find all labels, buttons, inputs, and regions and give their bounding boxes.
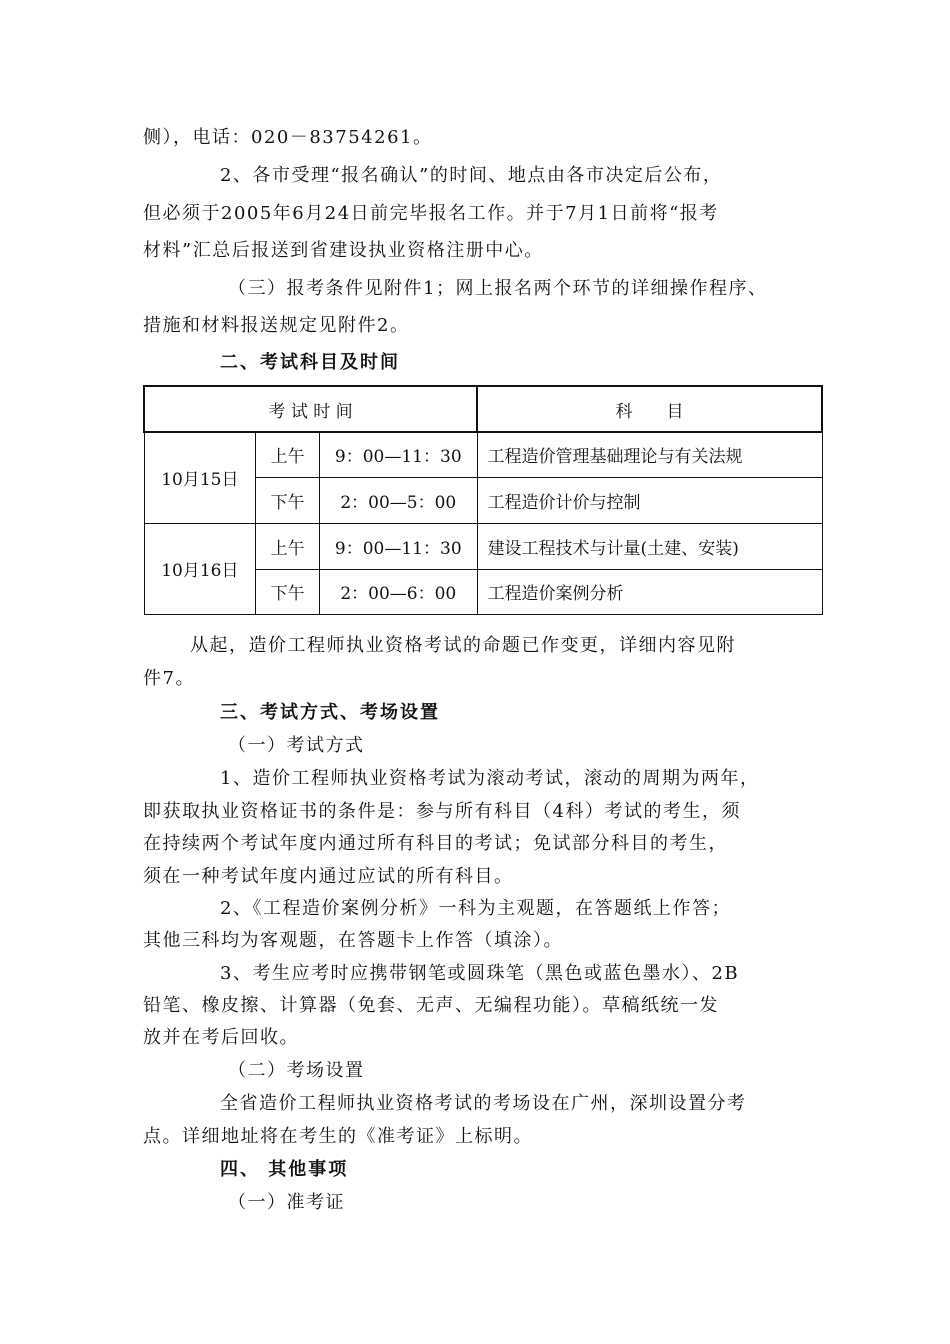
exam-subject: 工程造价管理基础理论与有关法规 (477, 432, 822, 477)
text-line: 放并在考后回收。 (143, 1027, 299, 1048)
text-line: 在持续两个考试年度内通过所有科目的考试；免试部分科目的考生， (143, 833, 728, 854)
text-line: 件7。 (143, 668, 195, 689)
text-line: 但必须于2005年6月24日前完毕报名工作。并于7月1日前将“报考 (143, 203, 719, 224)
exam-time: 9：00—11：30 (320, 432, 478, 477)
text-line: 全省造价工程师执业资格考试的考场设在广州，深圳设置分考 (220, 1093, 747, 1114)
exam-subject: 工程造价计价与控制 (477, 477, 822, 523)
text-line: 2、《工程造价案例分析》一科为主观题，在答题纸上作答； (220, 898, 731, 919)
exam-period: 下午 (256, 569, 320, 614)
exam-subject: 建设工程技术与计量(土建、安装) (477, 523, 822, 569)
text-line: 措施和材料报送规定见附件2。 (143, 315, 410, 336)
section-heading: 二、考试科目及时间 (220, 352, 400, 373)
text-line: 3、考生应考时应携带钢笔或圆珠笔（黑色或蓝色墨水）、2B (220, 963, 740, 984)
text-line: 须在一种考试年度内通过应试的所有科目。 (143, 866, 514, 887)
section-heading: 三、考试方式、考场设置 (220, 702, 440, 723)
section-heading: 四、 其他事项 (220, 1159, 349, 1180)
text-line: （一）准考证 (228, 1192, 345, 1213)
exam-date: 10月15日 (144, 432, 256, 523)
text-line: 2、各市受理“报名确认”的时间、地点由各市决定后公布， (220, 165, 723, 186)
header-exam-time: 考 试 时 间 (144, 386, 477, 432)
exam-schedule-table (143, 385, 823, 615)
exam-time: 2：00—5：00 (320, 477, 478, 523)
text-line: 从起，造价工程师执业资格考试的命题已作变更，详细内容见附 (190, 635, 736, 656)
table-row (144, 523, 822, 569)
exam-period: 上午 (256, 432, 320, 477)
text-line: 铅笔、橡皮擦、计算器（免套、无声、无编程功能）。草稿纸统一发 (143, 995, 719, 1016)
text-line: （三）报考条件见附件1；网上报名两个环节的详细操作程序、 (228, 278, 768, 299)
text-line: 即获取执业资格证书的条件是：参与所有科目（4科）考试的考生，须 (143, 801, 741, 822)
text-line: 材料”汇总后报送到省建设执业资格注册中心。 (143, 240, 544, 261)
exam-period: 上午 (256, 523, 320, 569)
text-line: （一）考试方式 (228, 735, 365, 756)
text-line: 其他三科均为客观题，在答题卡上作答（填涂）。 (143, 930, 563, 951)
text-line: 点。详细地址将在考生的《准考证》上标明。 (143, 1126, 533, 1147)
exam-date: 10月16日 (144, 523, 256, 614)
table-row (144, 432, 822, 477)
text-line: 侧），电话：020－83754261。 (143, 127, 433, 148)
exam-subject: 工程造价案例分析 (477, 569, 822, 614)
exam-time: 9：00—11：30 (320, 523, 478, 569)
header-subject: 科 目 (477, 386, 822, 432)
exam-period: 下午 (256, 477, 320, 523)
text-line: 1、造价工程师执业资格考试为滚动考试，滚动的周期为两年， (220, 768, 760, 789)
text-line: （二）考场设置 (228, 1060, 365, 1081)
exam-time: 2：00—6：00 (320, 569, 478, 614)
